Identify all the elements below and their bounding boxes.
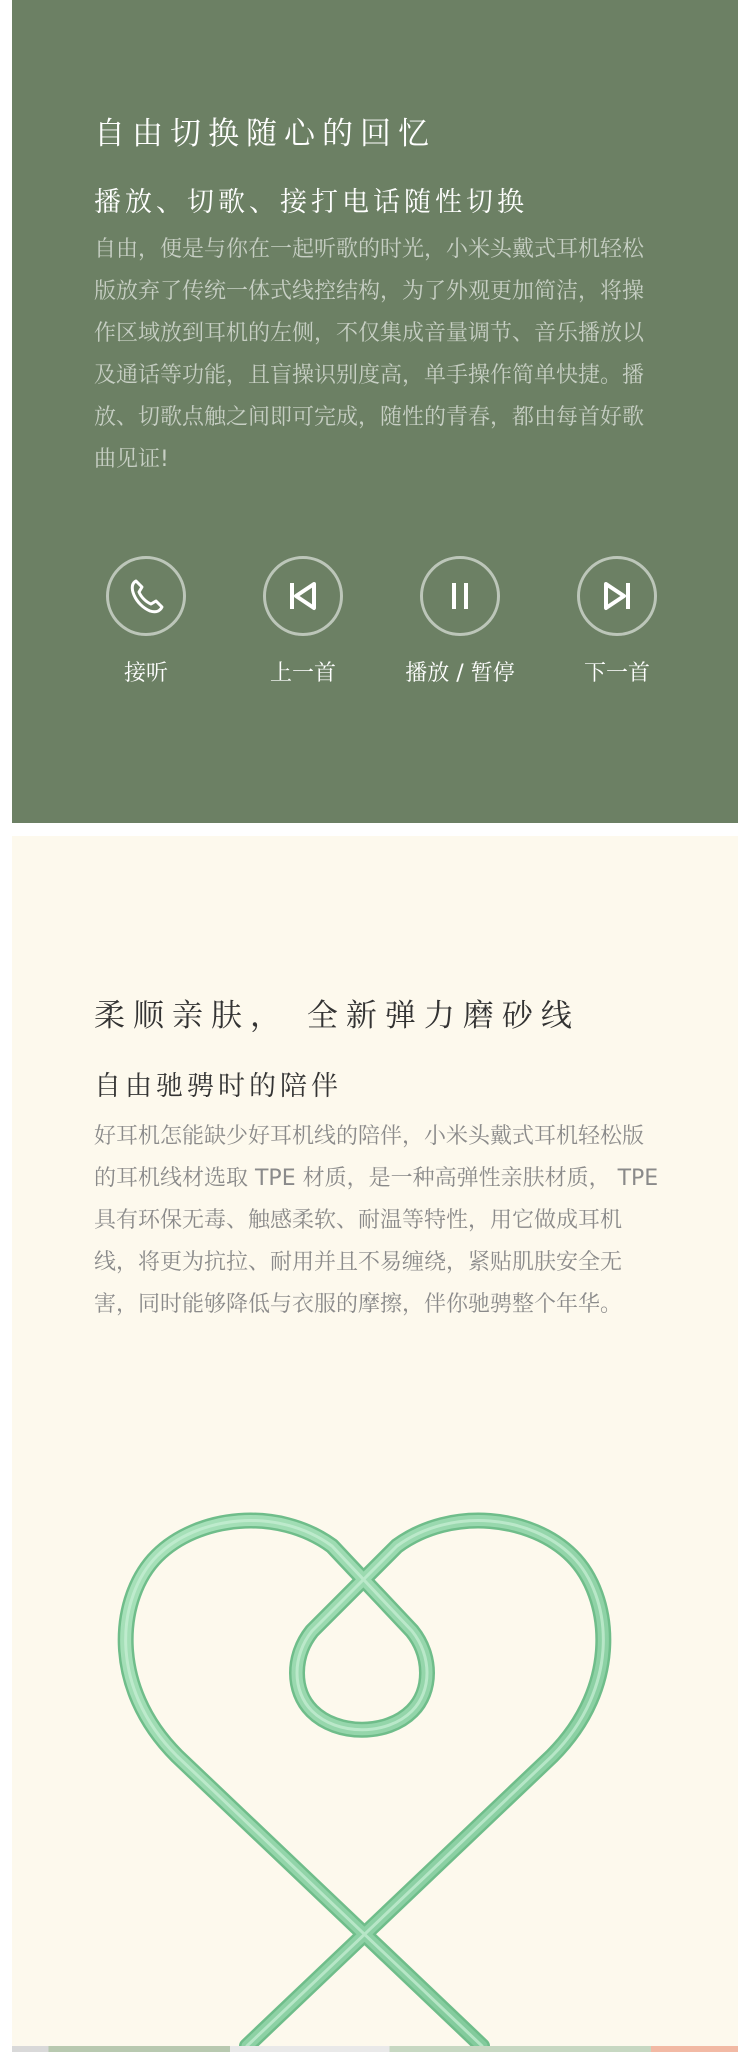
previous-track-icon [263,556,343,636]
section-subtitle: 播放、切歌、接打电话随性切换 [94,187,528,218]
play-pause-control [388,556,538,696]
next-track-icon [577,556,657,636]
cable-section [12,836,738,2046]
play-pause-label: 播放 / 暂停 [405,661,515,686]
previous-track-control [231,556,381,696]
section-title: 柔顺亲肤， 全新弹力磨砂线 [94,998,580,1034]
next-section-preview-strip [12,2046,738,2052]
phone-icon [106,556,186,636]
answer-call-control [74,556,224,696]
section-body: 自由，便是与你在一起听歌的时光，小米头戴式耳机轻松版放弃了传统一体式线控结构，为了外观更加简洁，将操作区域放到耳机的左侧，不仅集成音量调节、音乐播放以及通话等功能，且盲操识别度高，单手操作简单快捷。播放、切歌点触之间即可完成，随性的青春，都由每首好歌曲见证! [94,237,645,472]
next-track-control [545,556,695,696]
pause-icon [420,556,500,636]
heart-cable-illustration [12,1416,738,2046]
switch-section [12,0,738,823]
section-title: 自由切换随心的回忆 [94,116,436,152]
next-track-label: 下一首 [583,661,650,686]
previous-track-label: 上一首 [269,661,336,686]
section-subtitle: 自由驰骋时的陪伴 [94,1071,342,1102]
answer-call-label: 接听 [123,661,168,686]
section-body: 好耳机怎能缺少好耳机线的陪伴，小米头戴式耳机轻松版的耳机线材选取 TPE 材质，是一种高弹性亲肤材质， TPE 具有环保无毒、触感柔软、耐温等特性，用它做成耳机线，将更为抗拉、耐用并且不易缠绕，紧贴肌肤安全无害，同时能够降低与衣服的摩擦，伴你驰骋整个年华。 [94,1124,659,1317]
